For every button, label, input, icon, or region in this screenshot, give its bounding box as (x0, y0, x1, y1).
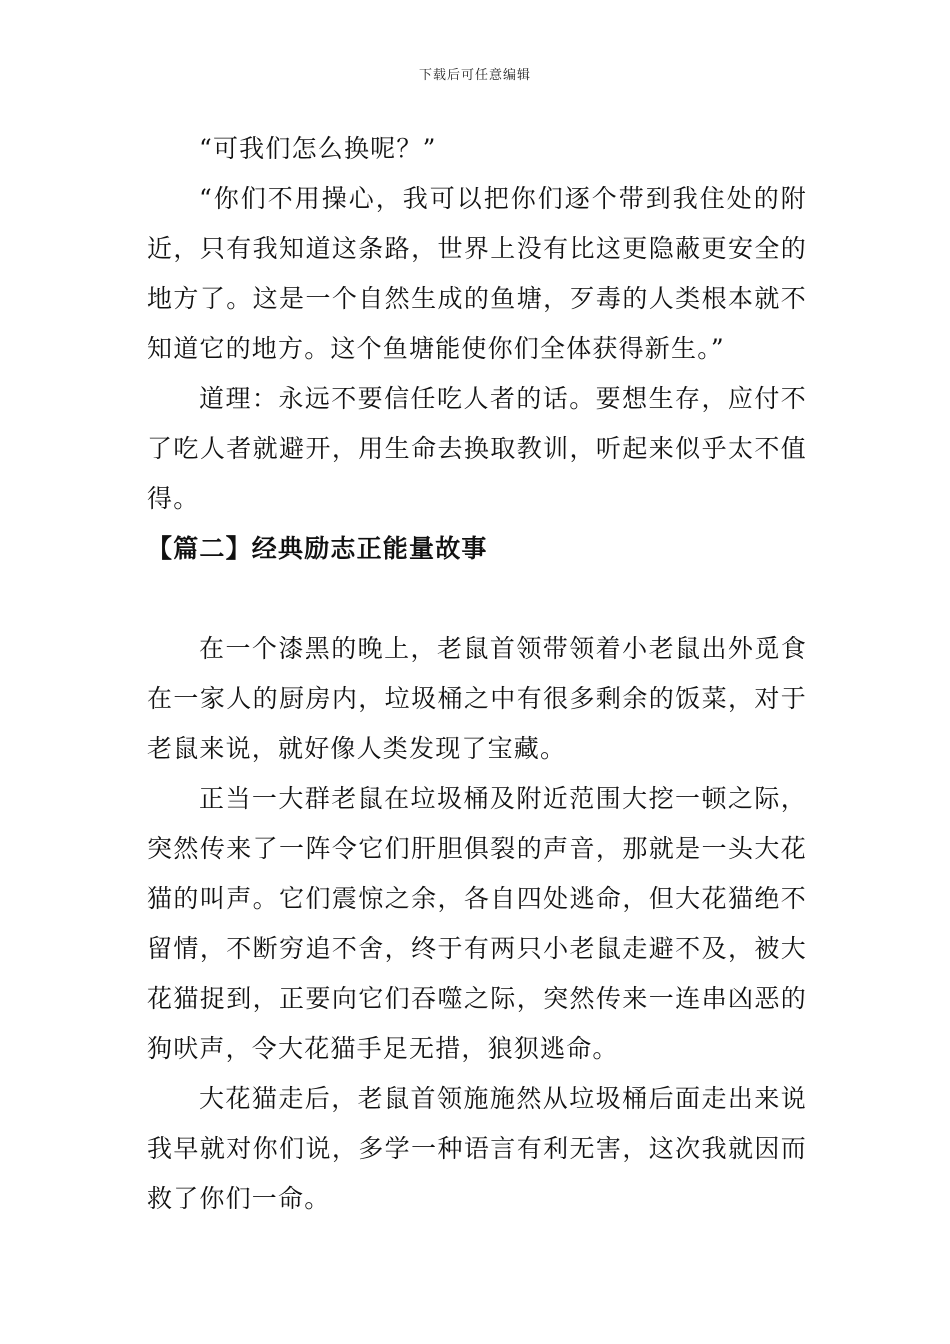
page-header-note: 下载后可任意编辑 (418, 68, 531, 83)
paragraph-moral: 道理：永远不要信任吃人者的话。要想生存，应付不了吃人者就避开，用生命去换取教训，听起来似乎太不值得。 (147, 384, 807, 513)
document-body (147, 124, 807, 1224)
section-heading: 【篇二】经典励志正能量故事 (147, 534, 488, 563)
blank-line (147, 574, 807, 624)
paragraph-dialogue-answer: “你们不用操心，我可以把你们逐个带到我住处的附近，只有我知道这条路，世界上没有比这更隐蔽更安全的地方了。这是一个自然生成的鱼塘，歹毒的人类根本就不知道它的地方。这个鱼塘能使你们全体获得新生。” (147, 184, 807, 363)
paragraph-story-intro: 在一个漆黑的晚上，老鼠首领带领着小老鼠出外觅食在一家人的厨房内，垃圾桶之中有很多剩余的饭菜，对于老鼠来说，就好像人类发现了宝藏。 (147, 634, 807, 763)
paragraph-story-cat: 正当一大群老鼠在垃圾桶及附近范围大挖一顿之际，突然传来了一阵令它们肝胆俱裂的声音，那就是一头大花猫的叫声。它们震惊之余，各自四处逃命，但大花猫绝不留情，不断穷追不舍，终于有两只小老鼠走避不及，被大花猫捉到，正要向它们吞噬之际，突然传来一连串凶恶的狗吠声，令大花猫手足无措，狼狈逃命。 (147, 784, 807, 1063)
paragraph-dialogue-question: “可我们怎么换呢？” (199, 134, 437, 163)
paragraph-story-ending: 大花猫走后，老鼠首领施施然从垃圾桶后面走出来说我早就对你们说，多学一种语言有利无害，这次我就因而救了你们一命。 (147, 1084, 807, 1213)
